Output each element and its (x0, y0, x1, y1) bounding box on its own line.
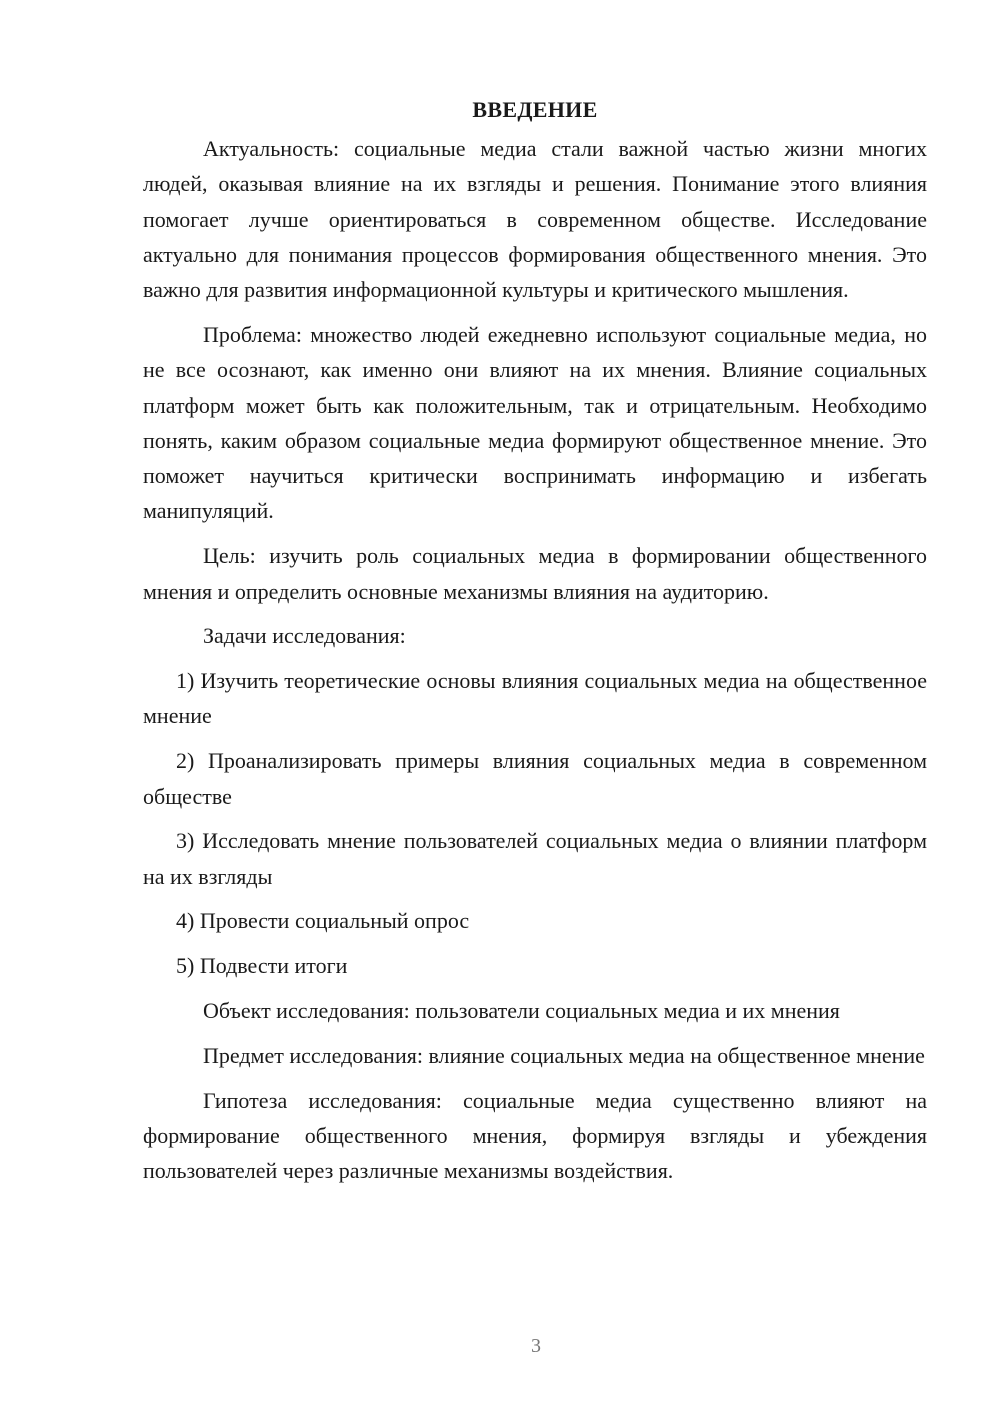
task-item-5: 5) Подвести итоги (176, 953, 348, 979)
section-title: ВВЕДЕНИЕ (472, 97, 598, 122)
document-page (143, 95, 927, 1198)
goal-paragraph: Цель: изучить роль социальных медиа в формировании общественного мнения и определить основные механизмы влияния на аудиторию. (143, 543, 927, 604)
task-item-4: 4) Провести социальный опрос (176, 908, 470, 934)
tasks-heading: Задачи исследования: (203, 623, 406, 649)
page-number: 3 (531, 1335, 541, 1357)
task-item-1: 1) Изучить теоретические основы влияния социальных медиа на общественное мнение (143, 668, 927, 729)
object-paragraph: Объект исследования: пользователи социальных медиа и их мнения (203, 998, 840, 1024)
task-item-3: 3) Исследовать мнение пользователей социальных медиа о влиянии платформ на их взгляды (143, 828, 927, 889)
relevance-paragraph: Актуальность: социальные медиа стали важной частью жизни многих людей, оказывая влияние на их взгляды и решения. Понимание этого влияния помогает лучше ориентироваться в современном обществе. Исследование актуально для понимания процессов формирования общественного мнения. Это важно для развития информационной культуры и критического мышления. (143, 136, 927, 303)
task-item-2: 2) Проанализировать примеры влияния социальных медиа в современном обществе (143, 748, 927, 809)
hypothesis-paragraph: Гипотеза исследования: социальные медиа существенно влияют на формирование общественного мнения, формируя взгляды и убеждения пользователей через различные механизмы воздействия. (143, 1087, 927, 1184)
problem-paragraph: Проблема: множество людей ежедневно используют социальные медиа, но не все осознают, как именно они влияют на их мнения. Влияние социальных платформ может быть как положительным, так и отрицательным. Необходимо понять, каким образом социальные медиа формируют общественное мнение. Это поможет научиться критически воспринимать информацию и избегать манипуляций. (143, 321, 927, 524)
subject-paragraph: Предмет исследования: влияние социальных медиа на общественное мнение (203, 1042, 925, 1068)
